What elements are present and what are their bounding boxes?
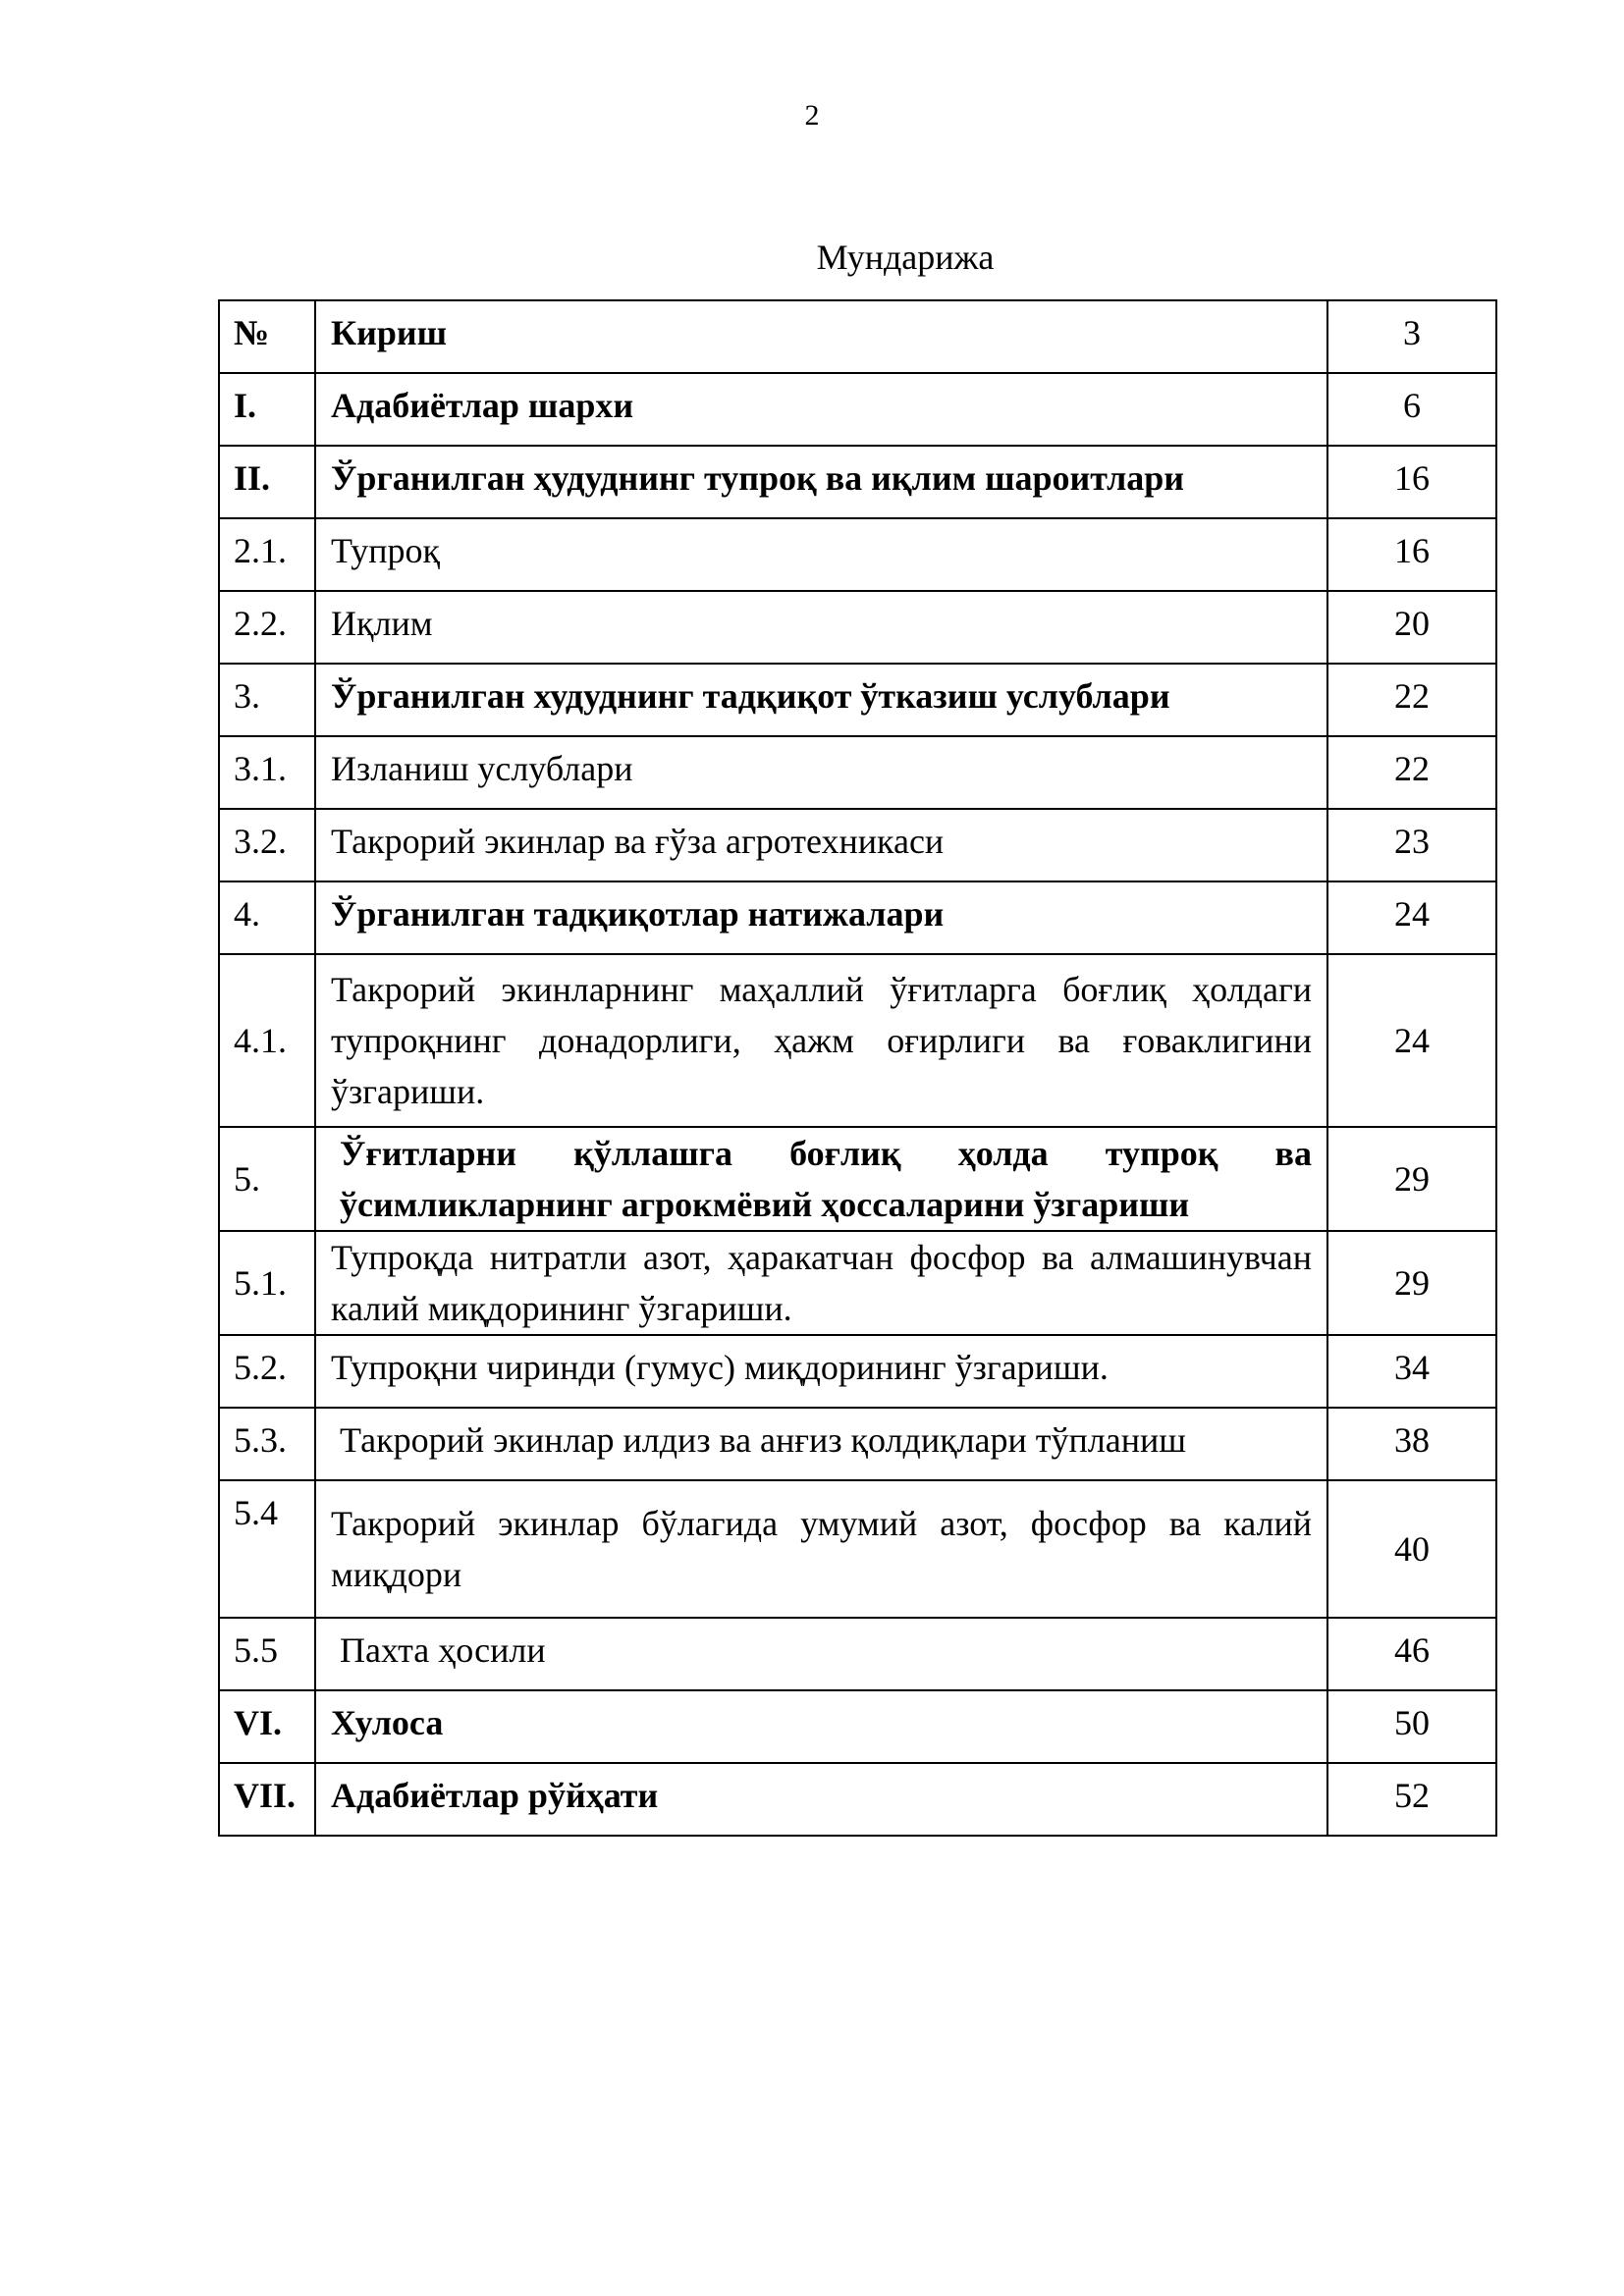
toc-page: 6 (1327, 373, 1496, 446)
toc-entry-title: Кириш (315, 300, 1327, 373)
toc-row (219, 736, 1496, 809)
toc-row (219, 446, 1496, 518)
toc-row (219, 300, 1496, 373)
toc-num: 3.1. (219, 736, 315, 809)
toc-page: 29 (1327, 1231, 1496, 1335)
toc-entry-title: Ўрганилган ҳудуднинг тупроқ ва иқлим шароитлари (315, 446, 1327, 518)
toc-page: 40 (1327, 1480, 1496, 1618)
toc-num: 5. (219, 1127, 315, 1231)
toc-row (219, 1763, 1496, 1836)
toc-row (219, 954, 1496, 1127)
toc-row (219, 591, 1496, 664)
toc-row (219, 1480, 1496, 1618)
toc-entry-title: Адабиётлар шархи (315, 373, 1327, 446)
toc-entry-title: Такрорий экинлар бўлагида умумий азот, фосфор ва калий миқдори (315, 1480, 1327, 1618)
toc-page: 22 (1327, 664, 1496, 736)
toc-entry-title: Такрорий экинлар ва ғўза агротехникаси (315, 809, 1327, 881)
toc-page: 29 (1327, 1127, 1496, 1231)
toc-page: 24 (1327, 881, 1496, 954)
toc-row (219, 1231, 1496, 1335)
toc-row (219, 1335, 1496, 1408)
toc-table (218, 299, 1497, 1837)
toc-page: 46 (1327, 1618, 1496, 1690)
toc-page: 16 (1327, 446, 1496, 518)
toc-row (219, 1127, 1496, 1231)
toc-entry-title: Изланиш услублари (315, 736, 1327, 809)
toc-row (219, 881, 1496, 954)
toc-page: 22 (1327, 736, 1496, 809)
toc-title: Мундарижа (816, 238, 995, 277)
toc-entry-title: Такрорий экинлар илдиз ва анғиз қолдиқлари тўпланиш (315, 1408, 1327, 1480)
toc-num: 2.2. (219, 591, 315, 664)
toc-num: VII. (219, 1763, 315, 1836)
toc-num: 5.3. (219, 1408, 315, 1480)
toc-page: 34 (1327, 1335, 1496, 1408)
toc-row (219, 1408, 1496, 1480)
toc-entry-title: Тупроқни чиринди (гумус) миқдорининг ўзгариши. (315, 1335, 1327, 1408)
toc-entry-title: Ўрганилган тадқиқотлар натижалари (315, 881, 1327, 954)
page-number: 2 (804, 99, 820, 132)
toc-entry-title: Такрорий экинларнинг маҳаллий ўғитларга боғлиқ ҳолдаги тупроқнинг донадорлиги, ҳажм оғирлиги ва ғоваклигини ўзгариши. (315, 954, 1327, 1127)
toc-page: 50 (1327, 1690, 1496, 1763)
toc-entry-title: Ўрганилган худуднинг тадқиқот ўтказиш услублари (315, 664, 1327, 736)
toc-page: 24 (1327, 954, 1496, 1127)
toc-num: 5.2. (219, 1335, 315, 1408)
toc-page: 16 (1327, 518, 1496, 591)
toc-page: 38 (1327, 1408, 1496, 1480)
toc-entry-title: Тупроқ (315, 518, 1327, 591)
toc-entry-title: Ўғитларни қўллашга боғлиқ ҳолда тупроқ ва ўсимликларнинг агрокмёвий ҳоссаларини ўзгариши (315, 1127, 1327, 1231)
toc-num: 5.1. (219, 1231, 315, 1335)
toc-row (219, 664, 1496, 736)
toc-num: № (219, 300, 315, 373)
toc-num: 4.1. (219, 954, 315, 1127)
toc-num: II. (219, 446, 315, 518)
toc-row (219, 1690, 1496, 1763)
toc-entry-title: Иқлим (315, 591, 1327, 664)
toc-entry-title: Хулоса (315, 1690, 1327, 1763)
toc-num: 5.4 (219, 1480, 315, 1618)
toc-row (219, 373, 1496, 446)
toc-num: 4. (219, 881, 315, 954)
toc-row (219, 518, 1496, 591)
toc-page: 3 (1327, 300, 1496, 373)
toc-page: 20 (1327, 591, 1496, 664)
toc-entry-title: Адабиётлар рўйҳати (315, 1763, 1327, 1836)
toc-page: 52 (1327, 1763, 1496, 1836)
toc-row (219, 1618, 1496, 1690)
toc-num: 5.5 (219, 1618, 315, 1690)
toc-row (219, 809, 1496, 881)
toc-num: I. (219, 373, 315, 446)
toc-entry-title: Тупроқда нитратли азот, ҳаракатчан фосфор ва алмашинувчан калий миқдорининг ўзгариши. (315, 1231, 1327, 1335)
toc-num: VI. (219, 1690, 315, 1763)
toc-page: 23 (1327, 809, 1496, 881)
toc-num: 3.2. (219, 809, 315, 881)
toc-num: 3. (219, 664, 315, 736)
toc-entry-title: Пахта ҳосили (315, 1618, 1327, 1690)
toc-num: 2.1. (219, 518, 315, 591)
